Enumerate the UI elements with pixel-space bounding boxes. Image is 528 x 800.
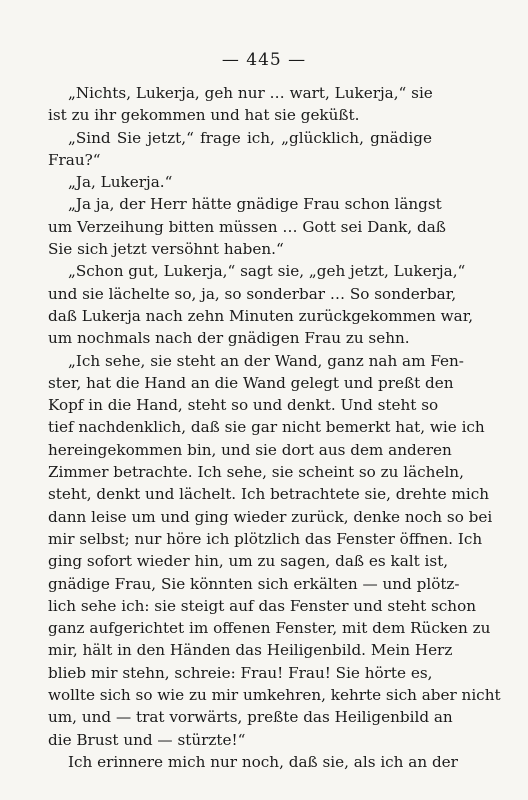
text-line: um, und — trat vorwärts, preßte das Heiligenbild an (48, 708, 453, 727)
text-line: „Ich sehe, sie steht an der Wand, ganz nah am Fen- (68, 351, 464, 370)
text-line: „Nichts, Lukerja, geh nur … wart, Lukerja,“ sie (68, 84, 433, 102)
text-line: „Schon gut, Lukerja,“ sagt sie, „geh jetzt, Lukerja,“ (68, 262, 466, 281)
text-line: lich sehe ich: sie steigt auf das Fenster und steht schon (48, 596, 477, 615)
text-line: ganz aufgerichtet im offenen Fenster, mit dem Rücken zu (48, 619, 491, 638)
text-line: Frau?“ (48, 150, 101, 169)
text-line: Kopf in die Hand, steht so und denkt. Und steht so (48, 396, 439, 415)
text-line: „Ja, Lukerja.“ (68, 173, 173, 192)
text-line: „Ja ja, der Herr hätte gnädige Frau schon längst (68, 195, 442, 214)
text-line: um nochmals nach der gnädigen Frau zu sehn. (48, 329, 410, 348)
text-line: Sie sich jetzt versöhnt haben.“ (48, 240, 284, 259)
text-line: und sie lächelte so, ja, so sonderbar … So sonderbar, (48, 284, 457, 303)
text-line: mir, hält in den Händen das Heiligenbild. Mein Herz (48, 641, 453, 660)
text-line: dann leise um und ging wieder zurück, denke noch so bei (48, 507, 493, 526)
text-line: wollte sich so wie zu mir umkehren, kehrte sich aber nicht (48, 686, 501, 705)
text-line: „Sind Sie jetzt,“ frage ich, „glücklich, gnädige (68, 128, 432, 147)
text-line: gnädige Frau, Sie könnten sich erkälten — und plötz- (48, 574, 460, 593)
text-line: hereingekommen bin, und sie dort aus dem anderen (48, 440, 452, 459)
text-line: die Brust und — stürzte!“ (48, 730, 246, 749)
text-line: um Verzeihung bitten müssen … Gott sei Dank, daß (48, 217, 446, 236)
text-line: steht, denkt und lächelt. Ich betrachtete sie, drehte mich (48, 485, 490, 504)
text-line: ging sofort wieder hin, um zu sagen, daß es kalt ist, (48, 552, 449, 571)
text-line: ist zu ihr gekommen und hat sie geküßt. (48, 106, 360, 125)
text-line: blieb mir stehn, schreie: Frau! Frau! Sie hörte es, (48, 663, 433, 682)
text-line: tief nachdenklich, daß sie gar nicht bemerkt hat, wie ich (48, 418, 485, 437)
text-line: Zimmer betrachte. Ich sehe, sie scheint so zu lächeln, (48, 463, 464, 482)
body-text (48, 82, 501, 773)
text-line: Ich erinnere mich nur noch, daß sie, als ich an der (68, 752, 458, 771)
text-line: ster, hat die Hand an die Wand gelegt und preßt den (48, 373, 454, 392)
text-line: daß Lukerja nach zehn Minuten zurückgekommen war, (48, 306, 474, 325)
page-number: — 445 — (221, 50, 307, 70)
text-line: mir selbst; nur höre ich plötzlich das Fenster öffnen. Ich (48, 529, 483, 548)
